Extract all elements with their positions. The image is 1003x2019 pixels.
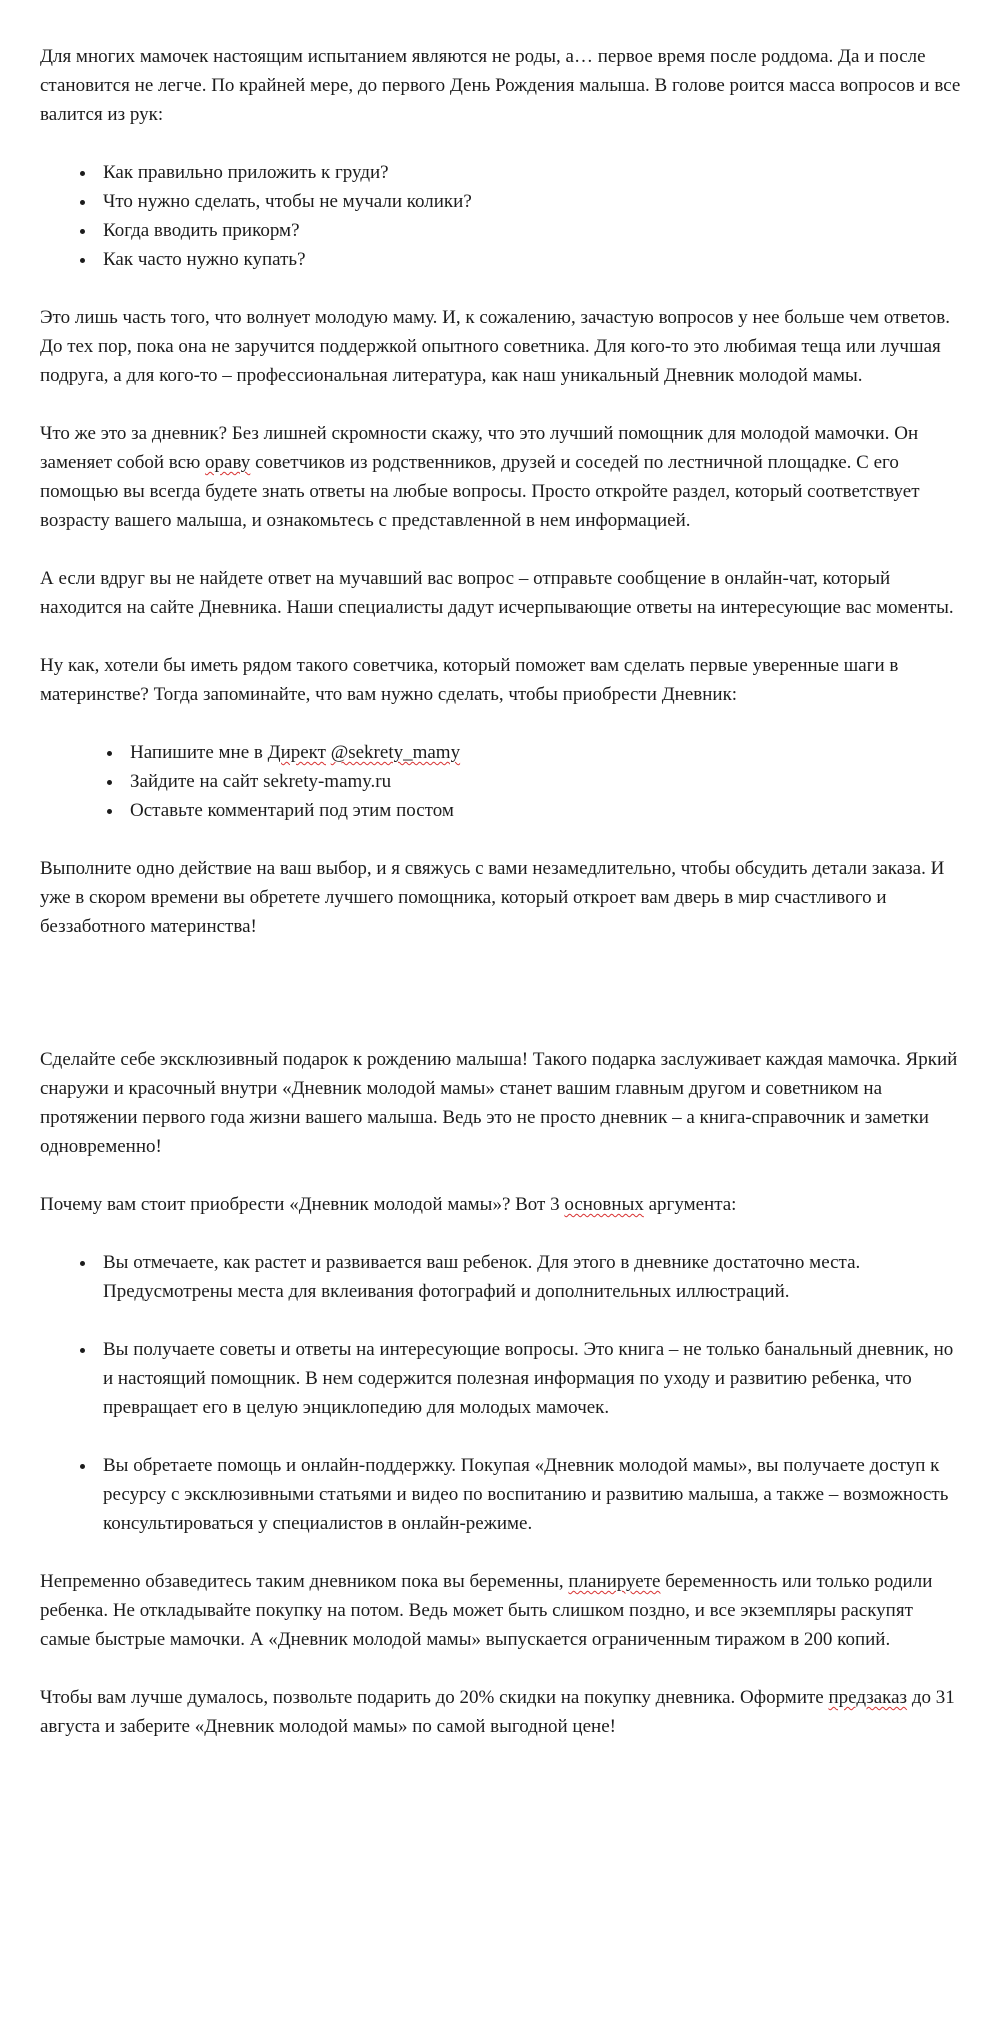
paragraph <box>40 1567 963 1654</box>
bullet-list <box>40 1248 963 1538</box>
spellcheck-word: планируете <box>568 1571 661 1592</box>
text-run: советчиков из родственников, друзей и соседей по лестничной площадке. С его помощью вы всегда будете знать ответы на любые вопросы. Просто откройте раздел, который соответствует возрасту вашего малыша, и ознакомьтесь с представленной в нем информацией. <box>40 452 920 531</box>
text-run: Напишите мне в <box>130 742 268 763</box>
list-item <box>97 1335 963 1422</box>
text-run: Вы обретаете помощь и онлайн-поддержку. Покупая «Дневник молодой мамы», вы получаете доступ к ресурсу с эксклюзивными статьями и видео по воспитанию и развитию малыша, а также – возможность консультироваться у специалистов в онлайн-режиме. <box>103 1455 949 1534</box>
text-run: Как правильно приложить к груди? <box>103 162 389 183</box>
paragraph <box>40 42 963 129</box>
text-run: Для многих мамочек настоящим испытанием являются не роды, а… первое время после роддома. Да и после становится не легче. По крайней мере, до первого День Рождения малыша. В голове роится масса вопросов и все валится из рук: <box>40 46 961 125</box>
text-run: Ну как, хотели бы иметь рядом такого советчика, который поможет вам сделать первые уверенные шаги в материнстве? Тогда запоминайте, что вам нужно сделать, чтобы приобрести Дневник: <box>40 655 899 705</box>
text-run: Что же это за дневник? Без лишней скромности скажу, что это лучший помощник для молодой мамочки. Он заменяет собой всю <box>40 423 919 473</box>
text-run: А если вдруг вы не найдете ответ на мучавший вас вопрос – отправьте сообщение в онлайн-чат, который находится на сайте Дневника. Наши специалисты дадут исчерпывающие ответы на интересующие вас моменты. <box>40 568 954 618</box>
paragraph <box>40 1190 963 1219</box>
bullet-list <box>40 158 963 274</box>
spellcheck-word: ораву <box>205 452 251 473</box>
list-item <box>124 738 963 767</box>
list-item <box>97 187 963 216</box>
list-item <box>124 767 963 796</box>
paragraph <box>40 1683 963 1741</box>
paragraph <box>40 419 963 535</box>
bullet-list <box>40 738 963 825</box>
text-run: Когда вводить прикорм? <box>103 220 300 241</box>
text-run: аргумента: <box>643 1194 737 1215</box>
text-run: Это лишь часть того, что волнует молодую маму. И, к сожалению, зачастую вопросов у нее больше чем ответов. До тех пор, пока она не заручится поддержкой опытного советника. Для кого-то это любимая теща или лучшая подруга, а для кого-то – профессиональная литература, как наш уникальный Дневник молодой мамы. <box>40 307 951 386</box>
text-run: Сделайте себе эксклюзивный подарок к рождению малыша! Такого подарка заслуживает каждая мамочка. Яркий снаружи и красочный внутри «Дневник молодой мамы» станет вашим главным другом и советником на протяжении первого года жизни вашего малыша. Ведь это не просто дневник – а книга-справочник и заметки одновременно! <box>40 1049 958 1157</box>
list-item <box>124 796 963 825</box>
text-run: Выполните одно действие на ваш выбор, и я свяжусь с вами незамедлительно, чтобы обсудить детали заказа. И уже в скором времени вы обретете лучшего помощника, который откроет вам дверь в мир счастливого и беззаботного материнства! <box>40 858 945 937</box>
text-run: Вы отмечаете, как растет и развивается ваш ребенок. Для этого в дневнике достаточно места. Предусмотрены места для вклеивания фотографий и дополнительных иллюстраций. <box>103 1252 861 1302</box>
list-item <box>97 1451 963 1538</box>
text-run: Оставьте комментарий под этим постом <box>130 800 454 821</box>
text-run: Почему вам стоит приобрести «Дневник молодой мамы»? Вот 3 <box>40 1194 565 1215</box>
text-run: до 31 августа и заберите «Дневник молодой мамы» по самой выгодной цене! <box>40 1687 955 1737</box>
text-run: Как часто нужно купать? <box>103 249 306 270</box>
list-item <box>97 216 963 245</box>
list-item <box>97 158 963 187</box>
section-spacer <box>40 970 963 1045</box>
paragraph <box>40 651 963 709</box>
paragraph <box>40 303 963 390</box>
spellcheck-word: основных <box>564 1194 644 1215</box>
text-run: беременность или только родили ребенка. Не откладывайте покупку на потом. Ведь может быть слишком поздно, и все экземпляры раскупят самые быстрые мамочки. А «Дневник молодой мамы» выпускается ограниченным тиражом в 200 копий. <box>40 1571 933 1650</box>
spellcheck-word: предзаказ <box>828 1687 908 1708</box>
text-run: Зайдите на сайт sekrety-mamy.ru <box>130 771 392 792</box>
paragraph <box>40 1045 963 1161</box>
paragraph <box>40 564 963 622</box>
spellcheck-word: Директ <box>267 742 326 763</box>
text-run: Чтобы вам лучше думалось, позвольте подарить до 20% скидки на покупку дневника. Оформите <box>40 1687 829 1708</box>
text-run: Что нужно сделать, чтобы не мучали колики? <box>103 191 472 212</box>
text-run: Непременно обзаведитесь таким дневником пока вы беременны, <box>40 1571 569 1592</box>
paragraph <box>40 854 963 941</box>
list-item <box>97 1248 963 1306</box>
list-item <box>97 245 963 274</box>
spellcheck-word: @sekrety_mamy <box>330 742 461 763</box>
text-run: Вы получаете советы и ответы на интересующие вопросы. Это книга – не только банальный дневник, но и настоящий помощник. В нем содержится полезная информация по уходу и развитию ребенка, что превращает его в целую энциклопедию для молодых мамочек. <box>103 1339 954 1418</box>
document-body <box>40 42 963 1741</box>
